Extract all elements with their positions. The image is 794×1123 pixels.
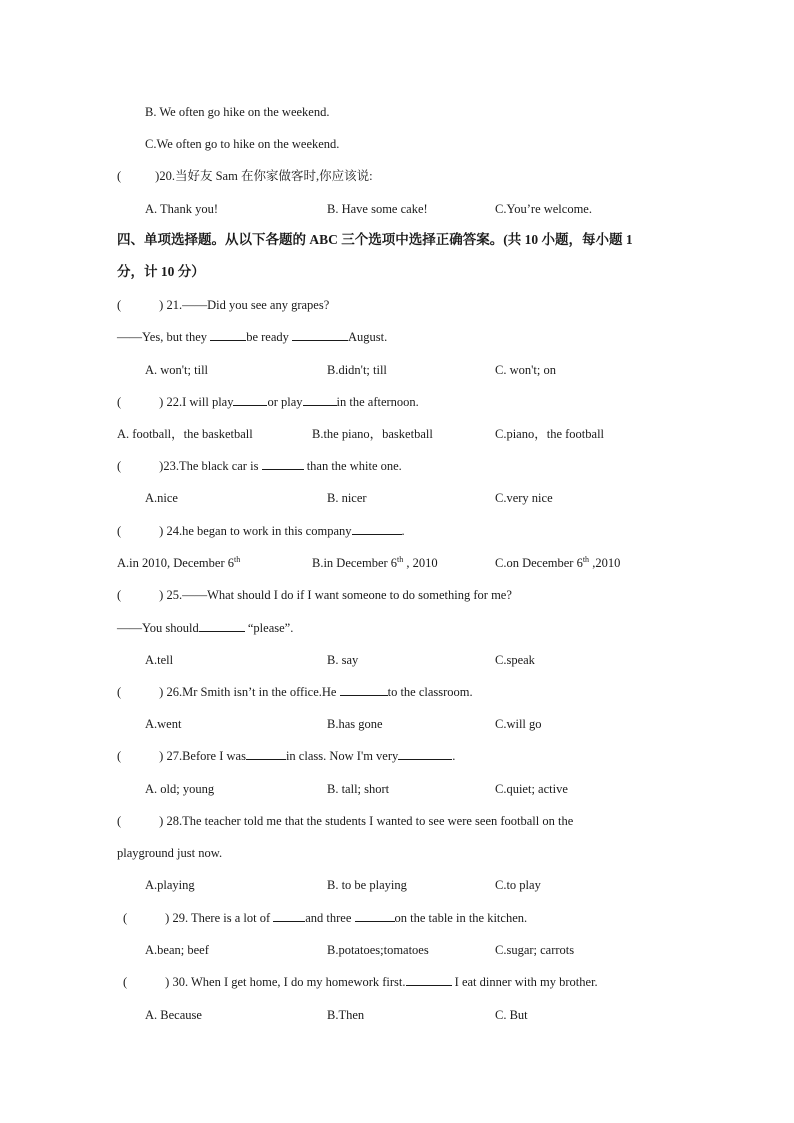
q24-option-c xyxy=(495,555,620,571)
q24-option-b-sup: th xyxy=(397,555,404,564)
q24-option-c-year: ,2010 xyxy=(589,556,621,570)
q30-option-b: B.Then xyxy=(327,1008,365,1022)
q26-option-b: B.has gone xyxy=(327,717,383,731)
q24-stem xyxy=(117,523,405,539)
q24-option-c-text: C.on December 6 xyxy=(495,556,583,570)
q28-option-c: C.to play xyxy=(495,878,541,892)
answer-paren-open: ( xyxy=(117,298,122,312)
q20-option-b: B. Have some cake! xyxy=(327,202,428,216)
answer-paren-open: ( xyxy=(117,749,122,763)
fill-blank[interactable] xyxy=(233,394,267,406)
answer-paren-open: ( xyxy=(117,685,122,699)
fill-blank[interactable] xyxy=(355,910,395,922)
q24-option-b xyxy=(312,555,438,571)
q24-option-a xyxy=(117,555,240,571)
fill-blank[interactable] xyxy=(303,394,337,406)
q27-text-part3: . xyxy=(452,749,456,763)
q30-text-part1: ) 30. When I get home, I do my homework first. xyxy=(165,975,406,989)
q21-option-c: C. won't; on xyxy=(495,363,556,377)
q29-option-c: C.sugar; carrots xyxy=(495,943,575,957)
q24-option-a-sup: th xyxy=(233,555,241,564)
q23-stem xyxy=(117,458,402,474)
q24-text-part2: . xyxy=(401,524,405,538)
fill-blank[interactable] xyxy=(246,748,286,760)
q27-option-b: B. tall; short xyxy=(327,782,390,796)
q24-option-c-sup: th xyxy=(582,555,590,564)
answer-paren-open: ( xyxy=(117,588,122,602)
q27-option-a: A. old; young xyxy=(145,782,215,796)
q26-option-a: A.went xyxy=(145,717,182,731)
fill-blank[interactable] xyxy=(352,523,402,535)
fill-blank[interactable] xyxy=(292,329,348,341)
fill-blank[interactable] xyxy=(262,458,304,470)
q24-option-b-text: B.in December 6 xyxy=(312,556,398,570)
q24-option-b-year: , 2010 xyxy=(403,556,438,570)
q21-stem xyxy=(117,297,329,313)
fill-blank[interactable] xyxy=(398,748,452,760)
fill-blank[interactable] xyxy=(340,684,388,696)
answer-paren-open: ( xyxy=(123,911,128,925)
q30-stem xyxy=(123,974,598,990)
q25-stem xyxy=(117,587,512,603)
fill-blank[interactable] xyxy=(406,974,452,986)
answer-paren-open: ( xyxy=(117,524,122,538)
q25-reply-part2: “please”. xyxy=(244,621,294,635)
q20-option-c: C.You’re welcome. xyxy=(495,202,592,216)
q24-text-part1: ) 24.he began to work in this company xyxy=(159,524,352,538)
q26-stem xyxy=(117,684,473,700)
q26-text-part1: ) 26.Mr Smith isn’t in the office.He xyxy=(159,685,340,699)
q21-option-b: B.didn't; till xyxy=(327,363,387,377)
q26-option-c: C.will go xyxy=(495,717,542,731)
q29-option-a: A.bean; beef xyxy=(145,943,209,957)
answer-paren-open: ( xyxy=(117,395,122,409)
fill-blank[interactable] xyxy=(199,620,245,632)
q22-option-c: C.piano，the football xyxy=(495,427,605,441)
q19-option-c: C.We often go to hike on the weekend. xyxy=(145,137,340,151)
q28-option-b: B. to be playing xyxy=(327,878,407,892)
q21-option-a: A. won't; till xyxy=(145,363,209,377)
fill-blank[interactable] xyxy=(210,329,246,341)
q21-reply-part3: August. xyxy=(348,330,388,344)
q30-option-c: C. But xyxy=(495,1008,528,1022)
q29-text-part1: ) 29. There is a lot of xyxy=(165,911,274,925)
answer-paren-open: ( xyxy=(123,975,128,989)
q22-option-b: B.the piano，basketball xyxy=(312,427,433,441)
q23-text-part2: than the white one. xyxy=(303,459,402,473)
answer-paren-close: ) xyxy=(155,169,160,183)
q22-option-a: A. football，the basketball xyxy=(117,427,253,441)
q25-reply-part1: ——You should xyxy=(117,621,199,635)
q27-text-part2: in class. Now I'm very xyxy=(285,749,399,763)
q21-reply xyxy=(117,329,387,345)
q22-text-part3: in the afternoon. xyxy=(336,395,419,409)
q30-option-a: A. Because xyxy=(145,1008,202,1022)
q29-text-part3: on the table in the kitchen. xyxy=(394,911,528,925)
q28-option-a: A.playing xyxy=(145,878,195,892)
q25-option-c: C.speak xyxy=(495,653,535,667)
q27-text-part1: ) 27.Before I was xyxy=(159,749,246,763)
q28-stem-line2: playground just now. xyxy=(117,846,223,860)
fill-blank[interactable] xyxy=(273,910,305,922)
q27-option-c: C.quiet; active xyxy=(495,782,568,796)
q23-option-a: A.nice xyxy=(145,491,178,505)
q30-text-part2: I eat dinner with my brother. xyxy=(451,975,598,989)
q21-reply-part1: ——Yes, but they xyxy=(117,330,211,344)
answer-paren-open: ( xyxy=(117,459,122,473)
q27-stem xyxy=(117,748,455,764)
q22-text-part1: ) 22.I will play xyxy=(159,395,234,409)
q23-option-c: C.very nice xyxy=(495,491,553,505)
q25-text: ) 25.——What should I do if I want someone to do something for me? xyxy=(159,588,512,602)
q23-text-part1: )23.The black car is xyxy=(159,459,262,473)
section-4-heading-line1: 四、单项选择题。从以下各题的 ABC 三个选项中选择正确答案。(共 10 小题，每小题 1 xyxy=(117,232,633,247)
q25-option-a: A.tell xyxy=(145,653,174,667)
q20-stem xyxy=(117,168,373,184)
q29-text-part2: and three xyxy=(305,911,355,925)
q21-text: ) 21.——Did you see any grapes? xyxy=(159,298,330,312)
q26-text-part2: to the classroom. xyxy=(387,685,473,699)
answer-paren-open: ( xyxy=(117,169,122,183)
q28-stem xyxy=(117,813,573,829)
q25-option-b: B. say xyxy=(327,653,359,667)
q24-option-a-text: A.in 2010, December 6 xyxy=(117,556,234,570)
q28-text-line1: ) 28.The teacher told me that the students I wanted to see were seen football on the xyxy=(159,814,574,828)
section-4-heading-line2: 分，计 10 分） xyxy=(117,264,205,279)
q21-reply-part2: be ready xyxy=(246,330,292,344)
answer-paren-open: ( xyxy=(117,814,122,828)
q29-stem xyxy=(123,910,527,926)
q19-option-b: B. We often go hike on the weekend. xyxy=(145,105,330,119)
q25-reply xyxy=(117,620,293,636)
q22-stem xyxy=(117,394,419,410)
q23-option-b: B. nicer xyxy=(327,491,367,505)
q29-option-b: B.potatoes;tomatoes xyxy=(327,943,429,957)
q20-option-a: A. Thank you! xyxy=(145,202,219,216)
q22-text-part2: or play xyxy=(267,395,303,409)
q20-text: 20.当好友 Sam 在你家做客时,你应该说: xyxy=(159,169,373,183)
